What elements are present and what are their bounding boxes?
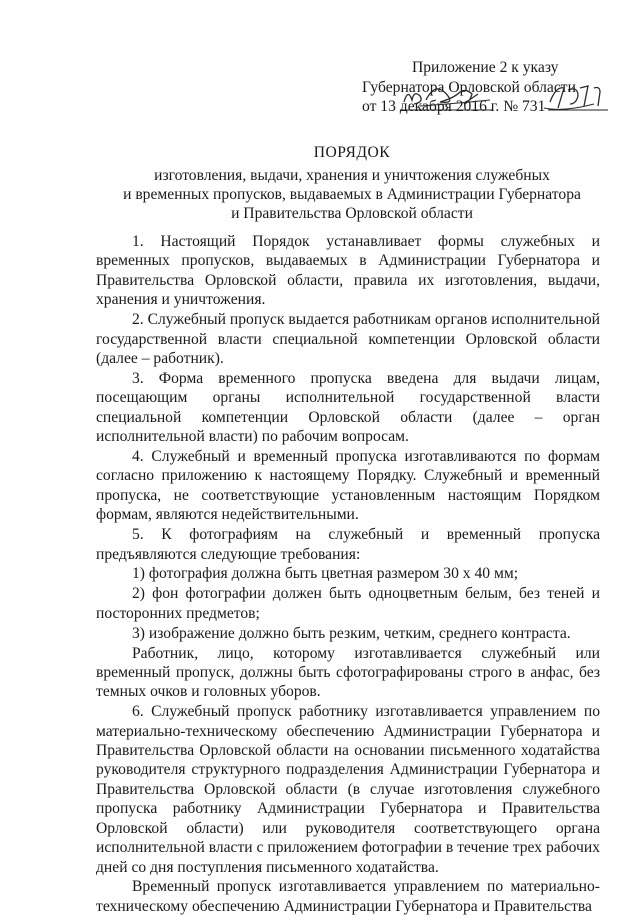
- title-heading: ПОРЯДОК: [313, 144, 391, 161]
- paragraph: 2. Служебный пропуск выдается работникам органов исполнительной государственной власти специальной компетенции Орловской области (далее – работник).: [96, 311, 600, 367]
- paragraph: 6. Служебный пропуск работнику изготавливается управлением по материально-техническому обеспечению Администрации Губернатора и Правительства Орловской области на основании письменного ходатайства руководителя структурного подразделения Администрации Губернатора и Правительства Орловской области (в случае изготовления служебного пропуска работнику Администрации Губернатора и Правительства Орловской области) или руководителя соответствующего органа исполнительной власти с приложением фотографии в течение трех рабочих дней со дня поступления письменного ходатайства.: [96, 703, 600, 876]
- annex-line-1: Приложение 2 к указу: [412, 59, 559, 76]
- title-line-1: изготовления, выдачи, хранения и уничтожения служебных: [154, 167, 550, 184]
- paragraph: Временный пропуск изготавливается управлением по материально-техническому обеспечению Администрации Губернатора и Правительства: [96, 878, 600, 915]
- paragraph: 3) изображение должно быть резким, четким, среднего контраста.: [132, 624, 571, 642]
- annex-line-3: от 13 декабря 2016 г. № 731: [362, 98, 546, 115]
- title-line-2: и временных пропусков, выдаваемых в Администрации Губернатора: [123, 186, 581, 203]
- annex-block: [362, 58, 632, 117]
- paragraph: Работник, лицо, которому изготавливается служебный или временный пропуск, должны быть сфотографированы строго в анфас, без темных очков и головных уборов.: [96, 644, 600, 701]
- paragraph: 1. Настоящий Порядок устанавливает формы служебных и временных пропусков, выдаваемых в Администрации Губернатора и Правительства Орловской области, правила их изготовления, выдачи, хранения и уничтожения.: [96, 233, 600, 309]
- paragraph: 3. Форма временного пропуска введена для выдачи лицам, посещающим органы исполнительной государственной власти специальной компетенции Орловской области (далее – орган исполнительной власти) по рабочим вопросам.: [96, 369, 600, 446]
- annex-line-2: Губернатора Орловской области: [362, 78, 576, 96]
- paragraph: 1) фотография должна быть цветная размером 30 х 40 мм;: [132, 565, 519, 583]
- paragraph: 4. Служебный и временный пропуска изготавливаются по формам согласно приложению к настоящему Порядку. Служебный и временный пропуска, не соответствующие установленным настоящим Порядком формам, являются недействительными.: [96, 447, 600, 524]
- paragraph: 2) фон фотографии должен быть одноцветным белым, без теней и посторонних предметов;: [96, 585, 600, 622]
- document-body: [96, 232, 600, 917]
- paragraph: 5. К фотографиям на служебный и временный пропуска предъявляются следующие требования:: [96, 526, 600, 563]
- title-line-3: и Правительства Орловской области: [231, 205, 473, 222]
- document-title: [88, 143, 616, 223]
